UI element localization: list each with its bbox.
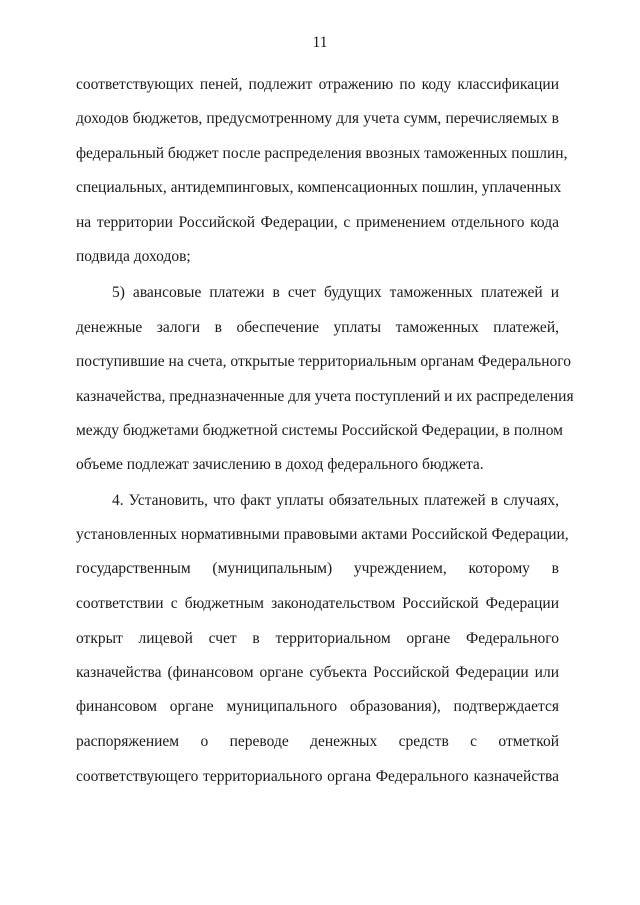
text-line: соответствующих пеней, подлежит отражению по коду классификации: [76, 76, 559, 93]
text-line: 5) авансовые платежи в счет будущих таможенных платежей и: [112, 284, 559, 301]
text-line: федеральный бюджет после распределения ввозных таможенных пошлин,: [76, 145, 568, 162]
text-line: финансовом органе муниципального образования), подтверждается: [76, 698, 559, 715]
text-line: специальных, антидемпинговых, компенсационных пошлин, уплаченных: [76, 179, 562, 196]
text-line: 4. Установить, что факт уплаты обязательных платежей в случаях,: [112, 492, 559, 509]
text-line: распоряжением о переводе денежных средств с отметкой: [76, 733, 559, 750]
text-line: подвида доходов;: [76, 248, 191, 265]
text-line: государственным (муниципальным) учреждением, которому в: [76, 560, 559, 577]
text-line: денежные залоги в обеспечение уплаты таможенных платежей,: [76, 319, 559, 336]
text-line: между бюджетами бюджетной системы Российской Федерации, в полном: [76, 422, 563, 439]
text-line: казначейства, предназначенные для учета поступлений и их распределения: [76, 388, 574, 405]
text-line: установленных нормативными правовыми актами Российской Федерации,: [76, 526, 569, 543]
text-line: доходов бюджетов, предусмотренному для учета сумм, перечисляемых в: [76, 110, 559, 127]
text-line: открыт лицевой счет в территориальном органе Федерального: [76, 630, 559, 647]
text-line: соответствующего территориального органа Федерального казначейства: [76, 768, 559, 785]
text-line: на территории Российской Федерации, с применением отдельного кода: [76, 214, 559, 231]
text-line: соответствии с бюджетным законодательством Российской Федерации: [76, 595, 559, 612]
page-number: 11: [312, 34, 328, 51]
text-line: казначейства (финансовом органе субъекта Российской Федерации или: [76, 664, 559, 681]
text-line: поступившие на счета, открытые территориальным органам Федерального: [76, 353, 572, 370]
text-line: объеме подлежат зачислению в доход федерального бюджета.: [76, 456, 484, 473]
